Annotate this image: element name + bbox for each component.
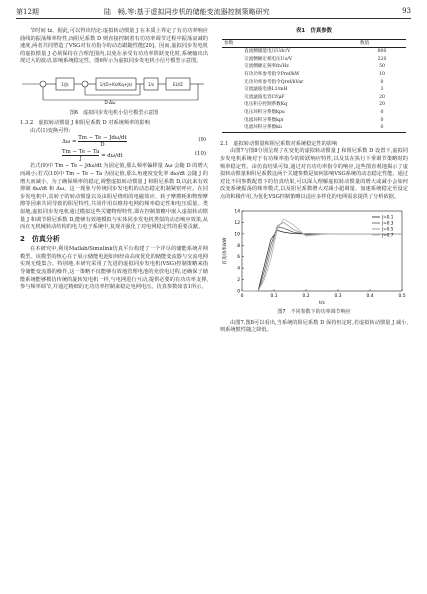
parameter-name: 电压积分控制系数Kq bbox=[244, 102, 288, 108]
x-tick-label: 0.4 bbox=[366, 294, 374, 300]
table-row bbox=[222, 117, 406, 125]
table-row bbox=[222, 79, 406, 87]
equation-lhs: Δω = bbox=[62, 139, 79, 146]
parameter-value: 0 bbox=[380, 79, 384, 85]
numerator: Tm − Te − Ta bbox=[62, 149, 100, 156]
parameter-value: 3 bbox=[380, 87, 384, 93]
parameter-name: 无功功率参考指令Qref/kVar bbox=[244, 79, 304, 85]
equation-number: (10) bbox=[194, 151, 206, 158]
legend-label: J=0.7 bbox=[382, 232, 394, 238]
parameter-name: 电流环积分系数kpi bbox=[244, 117, 284, 123]
y-axis-label: 有功功率/kW bbox=[223, 237, 228, 266]
parameter-name: 电流环积分系数kii bbox=[222, 124, 358, 132]
parameter-value: 50 bbox=[379, 64, 385, 70]
x-tick-label: 0.1 bbox=[270, 294, 278, 300]
denominator: J bbox=[79, 156, 82, 163]
fraction bbox=[78, 135, 126, 148]
paragraph: 若式(9)中 Tm − Te − Jdω/dt 为固定值,那么频率偏移量 Δω 会随 D 的增大而减小;若式(10)中 Tm − Te − Ta 为固定值,那么角速度变化率 dω/dt 会随 J 的增大而减小。为了确保频率的稳定,调整虚拟转动惯量 J 和阻尼系数 D,以此来有效抑制 dω/dt 和 Δω。这一现象与传统同步发电机的动态稳定机制紧密呼应。在同步发电机中,其转子的转动惯量以及由阻尼绕组的电磁效应、转子摩擦耗和物理摩擦等因素共同导致的阻尼特性,共同作用以维持电网的频率稳定性和电压质量。类似地,虚拟同步发电机通过模拟这些关键物理特性,即在控制策略中嵌入虚拟转动惯量 J 和调节阻尼系数 D,能够有效地模拟与实体同步发电机类似的动态响应效果,从而在无机械转动结构的电力电子系统中,复现并强化了对电网稳定性的重要贡献。 bbox=[20, 163, 208, 231]
equation-10 bbox=[20, 149, 208, 163]
block-label: 1/s bbox=[147, 81, 155, 87]
x-axis-label: t/s bbox=[319, 301, 325, 306]
equation-number: (9) bbox=[198, 137, 206, 144]
parameter-name: 交流侧额定相电压Uo/V bbox=[244, 56, 293, 62]
block-diagram bbox=[20, 70, 208, 106]
y-tick-label: 10 bbox=[234, 232, 240, 238]
legend-label: J=0.5 bbox=[382, 226, 394, 232]
subsection-heading: 2.1 虚拟转动惯量和阻尼系数对系统稳定性的影响 bbox=[220, 140, 338, 147]
subsection-heading: 1.3.2 虚拟转动惯量 J 和阻尼系数 D 对系统频率的影响 bbox=[20, 120, 150, 127]
legend-label: J=0.3 bbox=[382, 220, 394, 226]
block-label: 1/(D+Ks/Kq+Js) bbox=[99, 81, 133, 87]
paragraph: 在本研究中,利用Matlab/Simulink仿真平台构建了一个详尽的储能系统并网模型。该模型的核心在于展示储能电池如何经由高度优化的储能变流器与交流电网实现无缝集合。特别地,本研究采用了先进的虚拟同步发电机(VSG)控制策略来指导储能变流器的操作,这一策略不仅能够有效地管理电池的充放电过程,还确保了储能系统能够模仿传统的旋转发电机一样,与电网进行互动,提供必要的有功功率支撑,参与频率调节,并通过精细的无功功率控制来稳定电网电压。仿真参数如表1所示。 bbox=[20, 246, 208, 291]
left-column bbox=[20, 28, 208, 292]
y-tick-label: 12 bbox=[234, 221, 240, 227]
parameter-value: 0 bbox=[380, 109, 384, 115]
running-header bbox=[16, 6, 411, 19]
issue-number: 第12期 bbox=[16, 8, 39, 16]
section-heading: 2 仿真分析 bbox=[20, 234, 60, 243]
table-row bbox=[222, 56, 406, 64]
parameter-value: 0 bbox=[380, 117, 384, 123]
page-number: 93 bbox=[402, 7, 411, 15]
paragraph: 节时间 tz。据此,可以得出结论:虚拟转动惯量 J 在本质上界定了有功功率响应曲线的振荡频率特性,而阻尼系数 D 则直接控制着有功功率调节过程中振荡衰减的速度,两者共同塑造了VSG对有功指令的动态跟随性能[20]。因而,虚拟同步发电机的虚拟惯量 J 必须保持在合理范围内,以免在承受有功功率阶跃变化时,系统输出出现过大的波动,影响系统稳定性。图6所示为虚拟同步发电机小信号模型示意图。 bbox=[20, 28, 208, 65]
y-tick-label: 8 bbox=[237, 244, 240, 250]
numerator: Tm − Te − Jdω/dt bbox=[78, 135, 127, 142]
legend-label: J=0.1 bbox=[382, 214, 394, 220]
column-header: 数值 bbox=[358, 39, 406, 48]
parameter-name: 交流滤波电感L1/mH bbox=[244, 87, 288, 93]
parameter-name: 电压环积分系数kpu bbox=[244, 109, 285, 115]
paragraph: 由图7,图8可以看出,当系统的阻尼系数 D 保持恒定时,若虚拟转动惯量 J 减小,则系统惯性随之降低。 bbox=[220, 319, 408, 334]
table-row bbox=[222, 71, 406, 79]
table-row bbox=[222, 94, 406, 102]
series-line bbox=[242, 231, 402, 292]
parameter-value: 10 bbox=[379, 71, 385, 77]
block-label: EU/Z bbox=[173, 81, 183, 87]
table-row bbox=[222, 109, 406, 117]
table-row bbox=[222, 101, 406, 109]
table-row bbox=[222, 124, 406, 132]
denominator: D bbox=[100, 142, 105, 149]
paragraph: 由图7与图8分别呈现了在变化的虚拟转动惯量 J 和阻尼系数 D 设置下,虚拟同步发电机系统对于有功频率指令的阶跃响应特性,以及其在执行下垂调节策略时的频率稳定性。由仿真结果可知,通过对有功功率指令的响应,这些图直观地揭示了虚拟转动惯量和阻尼系数这两个关键参数是如何影响VSG系统的动态稳定性能。通过对比不同参数配置下的仿真结果,可以深入理解虚拟转动惯量的增大或减小会如何改变系统振荡的频率模式,以及阻尼系数增大对减小超调量、加速系统稳定至设定点的积极作用,为优化VSG控制策略以适应多样化的电网需求提供了分析依据。 bbox=[220, 148, 408, 200]
power-response-chart bbox=[220, 205, 408, 305]
equation-9 bbox=[20, 135, 208, 149]
x-tick-label: 0 bbox=[240, 294, 244, 300]
table-title: 表1 仿真参数 bbox=[295, 28, 333, 34]
column-header: 参数 bbox=[222, 39, 358, 48]
parameter-value: 0 bbox=[358, 124, 406, 132]
x-tick-label: 0.5 bbox=[398, 294, 406, 300]
y-tick-label: 6 bbox=[237, 255, 240, 261]
figure-7 bbox=[220, 205, 408, 316]
parameter-value: 800 bbox=[377, 49, 387, 55]
y-tick-label: 14 bbox=[234, 209, 240, 215]
parameter-name: 有功功率参考指令Pref/kW bbox=[244, 71, 300, 77]
parameter-value: 20 bbox=[379, 94, 385, 100]
equation-rhs: = dω/dt bbox=[101, 153, 123, 160]
parameter-value: 220 bbox=[377, 56, 387, 62]
parameter-value: 20 bbox=[379, 102, 385, 108]
table-header-row bbox=[222, 39, 406, 48]
block-label: 1/Js bbox=[61, 81, 69, 87]
feedback-label: D·Δω bbox=[104, 99, 116, 105]
series-line bbox=[242, 219, 402, 291]
y-tick-label: 2 bbox=[237, 278, 240, 284]
table-body bbox=[222, 48, 406, 133]
series-line bbox=[242, 220, 402, 292]
figure-6 bbox=[20, 70, 208, 117]
running-title: 陆 畅,等:基于虚拟同步机的储能变流器控制策略研究 bbox=[104, 8, 270, 16]
table-row bbox=[222, 63, 406, 71]
y-tick-label: 0 bbox=[237, 289, 240, 295]
parameter-name: 直流侧储能电压Udc/V bbox=[244, 49, 291, 55]
table-row bbox=[222, 48, 406, 56]
x-tick-label: 0.2 bbox=[302, 294, 310, 300]
y-tick-label: 4 bbox=[237, 267, 240, 273]
x-tick-label: 0.3 bbox=[334, 294, 342, 300]
right-column bbox=[220, 28, 408, 335]
parameter-table bbox=[222, 39, 406, 133]
parameter-name: 交流滤波电容Cf/μF bbox=[244, 94, 285, 100]
figure-caption: 图6 虚拟同步发电机小信号模型示意图 bbox=[69, 109, 159, 116]
table-row bbox=[222, 86, 406, 94]
paragraph: 由式(1)变换可得: bbox=[30, 127, 71, 134]
parameter-name: 交流侧额定频率fn/Hz bbox=[244, 64, 289, 70]
figure-caption: 图7 不同参数下的功率调节响应 bbox=[277, 309, 351, 316]
fraction bbox=[62, 149, 99, 162]
